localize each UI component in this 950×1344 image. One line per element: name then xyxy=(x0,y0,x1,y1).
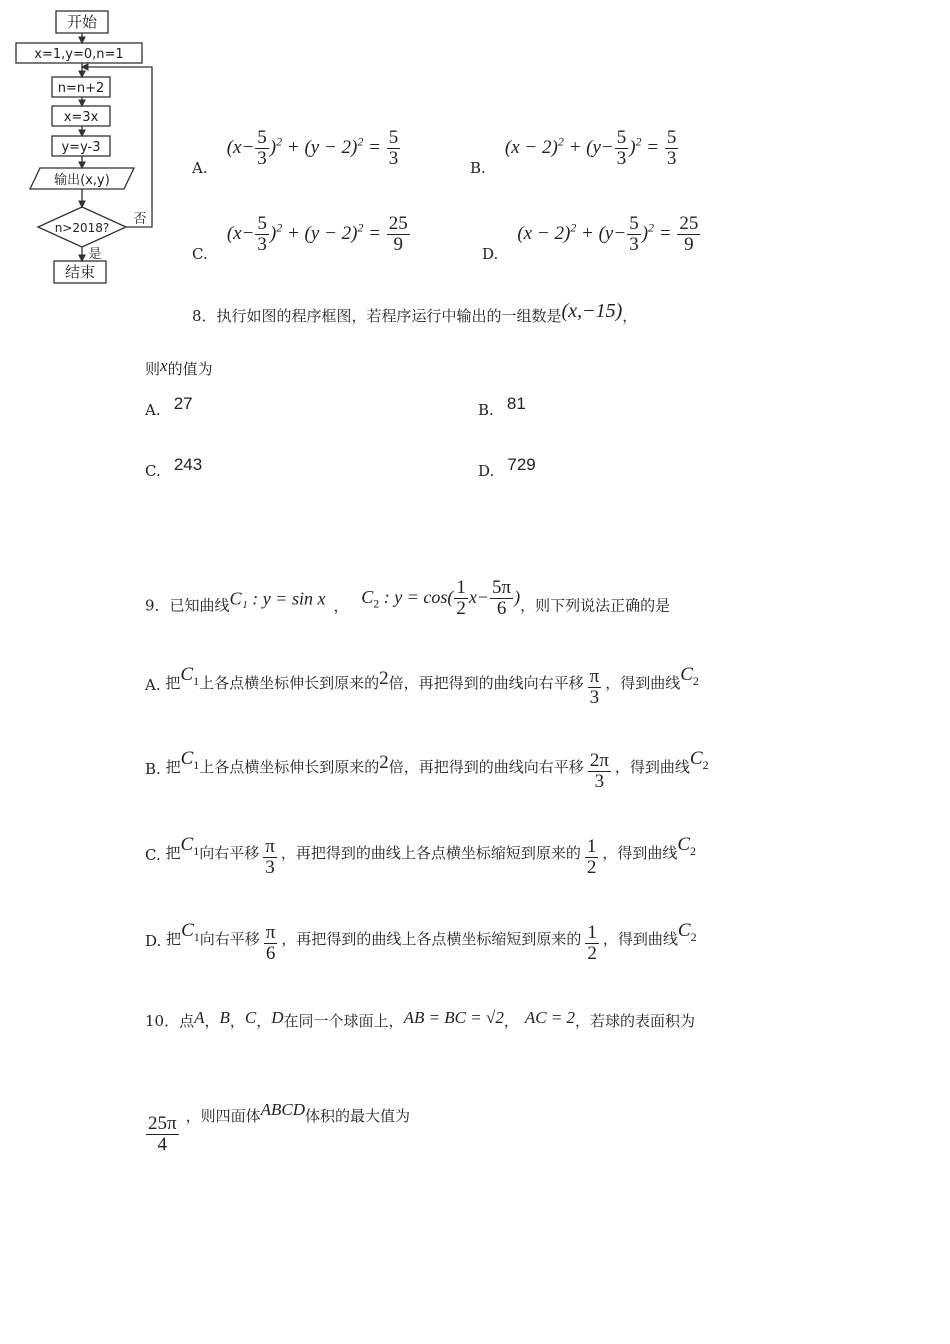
q7-c-equation: (x− $\frac{5}{3}$ )$^2 + (y - 2)^2$ = $\frac{25}{9}$ xyxy=(226,213,408,255)
option-letter: C. xyxy=(192,244,208,263)
flow-yes-label: 是 xyxy=(88,247,102,262)
q8-stem-line2: 则x的值为 xyxy=(145,356,213,378)
q7-d-equation: $(x - 2)^2 + (y-$ $\frac{5}{3}$ )$^2$ = $\frac{25}{9}$ xyxy=(517,213,699,255)
flow-init-text: x=1,y=0,n=1 xyxy=(34,47,124,62)
q10-stem-text-c: ，若球的表面积为 xyxy=(575,1012,696,1030)
q8-stem2-text: 则 xyxy=(145,360,161,378)
q9-c-text-c: ，再把得到的曲线上各点横坐标缩短到原来的 xyxy=(280,844,581,862)
q7-option-b[interactable] xyxy=(470,128,679,177)
q8-stem xyxy=(192,300,637,326)
q9-a-text: 把 xyxy=(165,674,181,692)
q9-option-a[interactable]: A. 把$C_1$上各点横坐标伸长到原来的2倍，再把得到的曲线向右平移 $\frac{\pi}{3}$ ，得到曲线$C_2$ xyxy=(145,664,699,708)
option-letter: D. xyxy=(478,462,495,480)
option-letter: A. xyxy=(145,676,161,694)
q9-c-scale: $\frac{1}{2}$ xyxy=(586,836,597,878)
q8-stem-text: 8．执行如图的程序框图，若程序运行中输出的一组数是 xyxy=(192,307,562,325)
q7-b-equation: $(x - 2)^2 + (y-$ $\frac{5}{3}$ )$^2$ = $\frac{5}{3}$ xyxy=(504,127,677,169)
q10-edge-equation: AB = BC = √2 xyxy=(403,1008,504,1027)
q9-stem xyxy=(145,578,670,619)
q9-curve-c2: $C_2$ : y = cos( $\frac{1}{2}$ x− $\frac{5\pi}{6}$ ) xyxy=(361,577,521,619)
q9-stem-text: 9．已知曲线 xyxy=(145,596,230,615)
q9-a-shift: $\frac{\pi}{3}$ xyxy=(589,666,600,708)
q8-option-a[interactable] xyxy=(145,394,193,419)
curve-c2: $C_2$ xyxy=(677,834,697,858)
q9-b-text: 把 xyxy=(165,758,181,776)
q8-output-pair: (x,−15) xyxy=(561,300,623,322)
q10-stem-line2 xyxy=(145,1100,410,1155)
q9-c-text-b: 向右平移 xyxy=(199,844,260,862)
curve-c2: $C_2$ xyxy=(680,664,699,688)
curve-c1: $C_1$ xyxy=(180,834,200,858)
q9-a-text-c: 倍，再把得到的曲线向右平移 xyxy=(388,674,584,692)
curve-c2: $C_2$ xyxy=(677,920,697,944)
flow-end-text: 结束 xyxy=(64,263,96,281)
q9-c-shift: $\frac{\pi}{3}$ xyxy=(265,836,275,878)
q9-stem-text-b: ，则下列说法正确的是 xyxy=(520,596,671,615)
option-letter: A. xyxy=(192,158,208,177)
q8-stem-punct: ， xyxy=(622,307,638,325)
q9-c-text-d: ，得到曲线 xyxy=(602,844,678,862)
q9-option-c[interactable] xyxy=(145,834,696,878)
q10-stem-text-b: 在同一个球面上， xyxy=(283,1012,404,1030)
option-letter: B. xyxy=(470,158,486,177)
q10-stem-text: 10．点 xyxy=(145,1012,195,1030)
option-letter: C. xyxy=(145,462,161,480)
q9-d-text-d: ，得到曲线 xyxy=(602,930,678,948)
q9-b-text-c: 倍，再把得到的曲线向右平移 xyxy=(388,758,584,776)
q9-b-text-b: 上各点横坐标伸长到原来的 xyxy=(199,758,380,776)
flow-step1-text: n=n+2 xyxy=(57,81,105,96)
q8-d-value: 729 xyxy=(507,455,536,474)
q9-option-b[interactable]: B. 把$C_1$上各点横坐标伸长到原来的2倍，再把得到的曲线向右平移 $\frac{2\pi}{3}$ ，得到曲线$C_2$ xyxy=(145,748,709,792)
q9-curve-c1: C₁ : y = sin x xyxy=(229,588,326,609)
q7-option-c[interactable] xyxy=(192,214,411,263)
q8-option-d[interactable] xyxy=(478,455,536,480)
flow-step3-text: y=y-3 xyxy=(61,140,101,155)
flow-start-text: 开始 xyxy=(66,13,98,31)
option-letter: B. xyxy=(478,401,494,419)
q10-stem2-text-b: 体积的最大值为 xyxy=(305,1107,411,1125)
q9-c-text: 把 xyxy=(165,844,181,862)
q9-a-text-b: 上各点横坐标伸长到原来的 xyxy=(199,674,380,692)
q9-stem-comma: ， xyxy=(333,596,349,615)
program-flowchart xyxy=(10,5,170,290)
q8-option-b[interactable] xyxy=(478,394,526,419)
q8-option-c[interactable] xyxy=(145,455,202,480)
curve-c1: $C_1$ xyxy=(180,748,200,772)
q8-a-value: 27 xyxy=(173,394,193,413)
flow-no-label: 否 xyxy=(133,212,147,227)
q9-d-text: 把 xyxy=(166,930,182,948)
q9-b-shift: $\frac{2\pi}{3}$ xyxy=(589,750,609,792)
q8-stem2-text-b: 的值为 xyxy=(167,360,213,378)
curve-c2: $C_2$ xyxy=(689,748,709,772)
q9-a-text-d: ，得到曲线 xyxy=(605,674,681,692)
q7-option-a[interactable] xyxy=(192,128,401,177)
q7-option-d[interactable] xyxy=(482,214,701,263)
q8-b-value: 81 xyxy=(506,394,526,413)
q10-tetrahedron: ABCD xyxy=(260,1100,305,1119)
q9-d-scale: $\frac{1}{2}$ xyxy=(587,922,597,964)
option-letter: A. xyxy=(145,401,161,419)
q8-c-value: 243 xyxy=(173,455,203,474)
q10-ac-equation: AC = 2 xyxy=(524,1008,576,1027)
q10-surface-area: $\frac{25\pi}{4}$ xyxy=(148,1113,177,1155)
q9-d-shift: $\frac{\pi}{6}$ xyxy=(265,922,276,964)
curve-c1: $C_1$ xyxy=(180,664,200,688)
q9-d-text-b: 向右平移 xyxy=(199,930,260,948)
q10-points: A xyxy=(194,1008,205,1027)
flow-step2-text: x=3x xyxy=(63,110,99,125)
q9-b-text-d: ，得到曲线 xyxy=(614,758,690,776)
flow-output-text: 输出(x,y) xyxy=(54,173,110,188)
option-letter: C. xyxy=(145,846,161,864)
q9-option-d[interactable] xyxy=(145,920,697,964)
q7-a-equation: (x− $\frac{5}{3}$ )$^2 + (y - 2)^2$ = $\frac{5}{3}$ xyxy=(226,127,399,169)
curve-c1: $C_1$ xyxy=(181,920,200,944)
option-letter: D. xyxy=(145,932,162,950)
option-letter: D. xyxy=(482,244,499,263)
flow-condition-text: n>2018? xyxy=(54,221,110,235)
q9-d-text-c: ，再把得到的曲线上各点横坐标缩短到原来的 xyxy=(281,930,582,948)
q10-stem: 10．点A，B，C，D在同一个球面上，AB = BC = √2， AC = 2，若球的表面积为 xyxy=(145,1008,696,1030)
q10-stem2-text: ，则四面体 xyxy=(185,1107,261,1125)
option-letter: B. xyxy=(145,760,161,778)
